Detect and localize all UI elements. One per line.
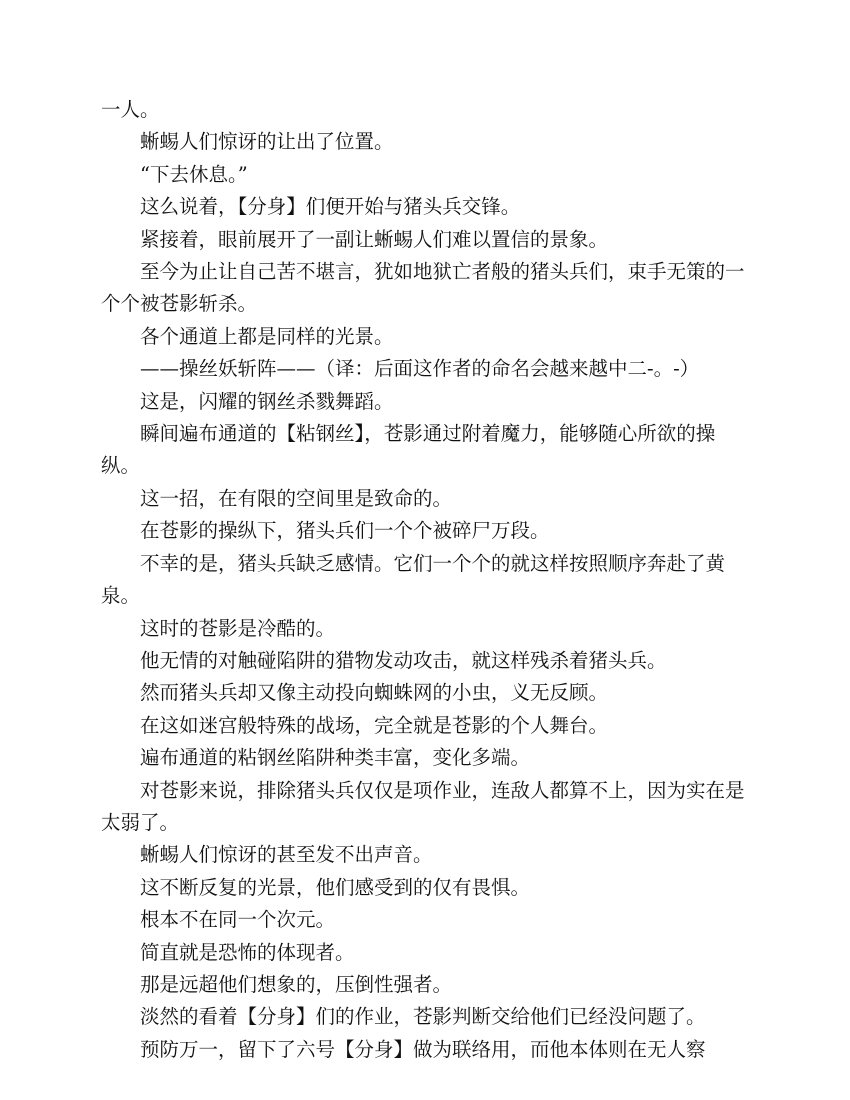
paragraph: 不幸的是，猪头兵缺乏感情。它们一个个的就这样按照顺序奔赴了黄泉。: [101, 551, 726, 608]
paragraph: 一人。: [101, 98, 160, 121]
paragraph: 蜥蜴人们惊讶的让出了位置。: [140, 130, 394, 154]
paragraph: 那是远超他们想象的，压倒性强者。: [140, 972, 453, 996]
paragraph: 然而猪头兵却又像主动投向蜘蛛网的小虫，义无反顾。: [140, 681, 609, 705]
paragraph: “下去休息。”: [140, 162, 248, 186]
paragraph: 蜥蜴人们惊讶的甚至发不出声音。: [140, 843, 433, 867]
paragraph: 简直就是恐怖的体现者。: [140, 940, 355, 964]
paragraph: 预防万一，留下了六号【分身】做为联络用，而他本体则在无人察: [140, 1037, 706, 1061]
document-page: [101, 94, 749, 1066]
paragraph: 在这如迷宫般特殊的战场，完全就是苍影的个人舞台。: [140, 713, 609, 737]
paragraph: 这一招，在有限的空间里是致命的。: [140, 486, 453, 510]
paragraph: 瞬间遍布通道的【粘钢丝】，苍影通过附着魔力，能够随心所欲的操纵。: [101, 422, 716, 478]
paragraph: 这不断反复的光景，他们感受到的仅有畏惧。: [140, 875, 531, 899]
paragraph: 至今为止让自己苦不堪言，犹如地狱亡者般的猪头兵们，束手无策的一个个被苍影斩杀。: [101, 260, 745, 316]
paragraph: 各个通道上都是同样的光景。: [140, 324, 394, 348]
paragraph: 在苍影的操纵下，猪头兵们一个个被碎尸万段。: [140, 519, 550, 543]
paragraph: 对苍影来说，排除猪头兵仅仅是项作业，连敌人都算不上，因为实在是太弱了。: [101, 778, 745, 834]
paragraph: 他无情的对触碰陷阱的猎物发动攻击，就这样残杀着猪头兵。: [140, 648, 667, 672]
paragraph: ——操丝妖斩阵——（译：后面这作者的命名会越来越中二-。-）: [140, 357, 700, 381]
paragraph: 根本不在同一个次元。: [140, 908, 336, 932]
paragraph: 这么说着，【分身】们便开始与猪头兵交锋。: [140, 195, 521, 219]
paragraph: 遍布通道的粘钢丝陷阱种类丰富，变化多端。: [140, 746, 531, 770]
paragraph: 淡然的看着【分身】们的作业，苍影判断交给他们已经没问题了。: [140, 1005, 706, 1029]
paragraph: 这时的苍影是冷酷的。: [140, 616, 336, 640]
paragraph: 这是，闪耀的钢丝杀戮舞蹈。: [140, 389, 394, 413]
paragraph: 紧接着，眼前展开了一副让蜥蜴人们难以置信的景象。: [140, 227, 609, 251]
